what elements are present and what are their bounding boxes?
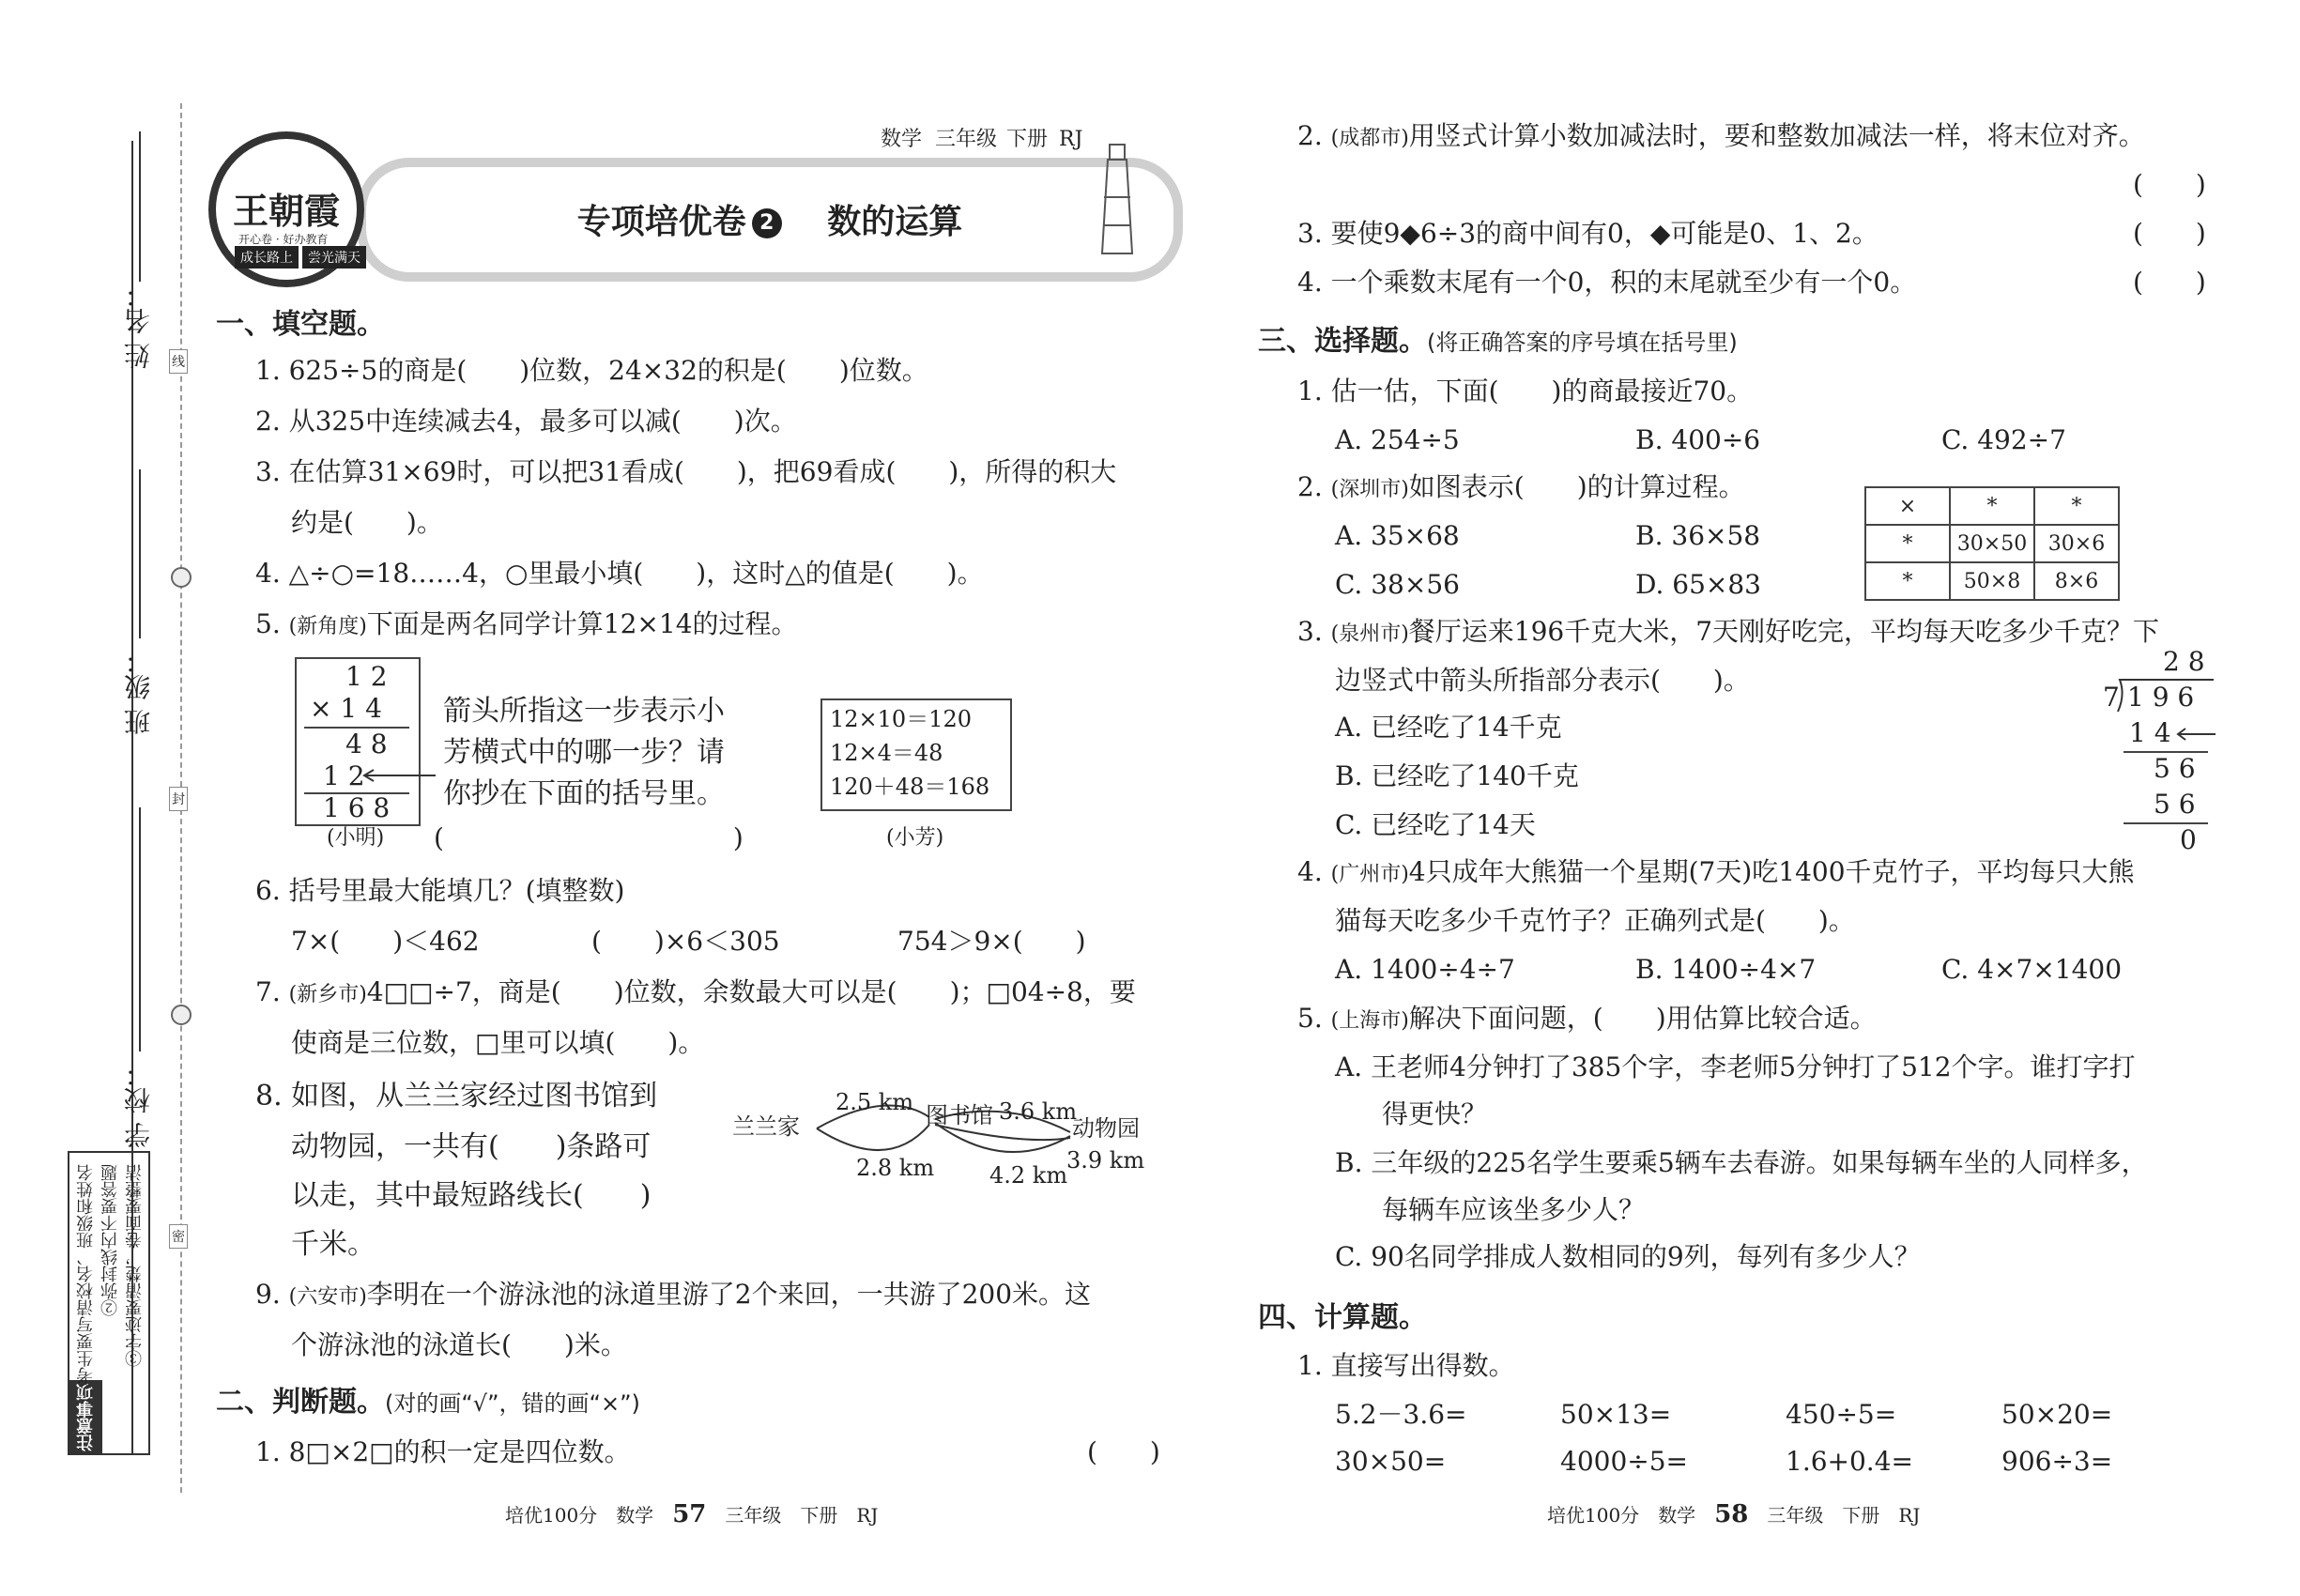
- c2-cell: *: [1865, 525, 1950, 562]
- calc-r1-2[interactable]: 50×13=: [1560, 1399, 1672, 1430]
- choice-3-line-1: 3. (泉州市)餐厅运来196千克大米，7天刚好吃完，平均每天吃多少千克？下: [1297, 616, 2160, 647]
- c5-source: (上海市): [1330, 1009, 1409, 1033]
- choice-1: 1. 估一估，下面( )的商最接近70。: [1297, 376, 1754, 407]
- c2-cell: 30×50: [1950, 525, 2034, 562]
- xiaoming-calc-box: [295, 657, 421, 826]
- choice-4-c[interactable]: C. 4×7×1400: [1941, 954, 2123, 985]
- cut-mark-line: 线: [169, 349, 188, 374]
- choice-2-b[interactable]: B. 36×58: [1635, 520, 1761, 551]
- c3-source: (泉州市): [1330, 622, 1409, 646]
- map-home: 兰兰家: [732, 1113, 800, 1140]
- xiaofang-label: (小芳): [886, 826, 944, 850]
- logo-text: 王朝霞: [232, 190, 340, 232]
- calc-r1-4[interactable]: 50×20=: [2001, 1399, 2113, 1430]
- c5-text: 解决下面问题，( )用估算比较合适。: [1408, 1003, 1877, 1034]
- vert-line-1: 1 2: [345, 661, 388, 692]
- q9-line-2: 个游泳池的泳道长( )米。: [291, 1329, 627, 1360]
- c2-cell: *: [1865, 562, 1950, 600]
- calc-1: 1. 直接写出得数。: [1297, 1350, 1515, 1381]
- q8-line-1: 8. 如图，从兰兰家经过图书馆到: [255, 1080, 658, 1113]
- lighthouse-icon: [1089, 131, 1145, 263]
- school-label: 学 校：: [123, 1061, 154, 1148]
- choice-2-a[interactable]: A. 35×68: [1335, 520, 1460, 551]
- q5-question-2: 芳横式中的哪一步？请: [443, 736, 725, 769]
- q3-line-1: 3. 在估算31×69时，可以把31看成( )，把69看成( )，所得的积大: [255, 456, 1117, 487]
- notice-title: 注意事项: [69, 1380, 102, 1455]
- q6-b: ( )×6＜305: [591, 926, 780, 957]
- calc-r1-1[interactable]: 5.2－3.6=: [1335, 1399, 1467, 1430]
- fang-line-3: 120＋48＝168: [830, 774, 990, 800]
- vert-line-3: 4 8: [345, 729, 388, 760]
- school-field[interactable]: [139, 807, 141, 1051]
- notice-item-3: ③字迹要清楚，卷面要整洁: [125, 1164, 145, 1367]
- name-field[interactable]: [139, 131, 141, 282]
- judge-4-paren[interactable]: ( ): [2133, 267, 2206, 298]
- notice-item-1: ①考生要写清校名、班级和姓名: [76, 1164, 96, 1401]
- calc-r2-1[interactable]: 30×50=: [1335, 1446, 1447, 1477]
- div-r1: 1 4: [2129, 717, 2171, 748]
- choice-2-c[interactable]: C. 38×56: [1335, 569, 1460, 600]
- class-label: 班 级：: [123, 648, 154, 735]
- cut-mark-dense: 密: [169, 1224, 188, 1249]
- q5-text: 下面是两名同学计算12×14的过程。: [366, 608, 798, 639]
- fang-line-2: 12×4＝48: [830, 740, 943, 766]
- meta-grade: 三年级: [935, 128, 998, 151]
- map-d5: 3.9 km: [1066, 1147, 1145, 1174]
- q5: 5. (新角度)下面是两名同学计算12×14的过程。: [255, 608, 798, 639]
- div-quotient: 2 8: [2163, 646, 2205, 677]
- xiaoming-label: (小明): [327, 826, 385, 850]
- q8-line-4: 千米。: [291, 1228, 376, 1261]
- title-banner: [357, 158, 1183, 282]
- class-field[interactable]: [139, 469, 141, 638]
- choice-4-line-2: 猫每天吃多少千克竹子？正确列式是( )。: [1335, 905, 1855, 936]
- vert-line-4: 1 2: [323, 760, 365, 791]
- choice-5-b-2: 每辆车应该坐多少人？: [1382, 1194, 1646, 1225]
- section-4-title: 四、计算题。: [1258, 1301, 1427, 1334]
- judge-3-paren[interactable]: ( ): [2133, 218, 2206, 249]
- q5-question-1: 箭头所指这一步表示小: [443, 695, 725, 728]
- q1: 1. 625÷5的商是( )位数，24×32的积是( )位数。: [255, 355, 928, 386]
- choice-5-a-1[interactable]: A. 王老师4分钟打了385个字，李老师5分钟打了512个字。谁打字打: [1335, 1051, 2136, 1082]
- meta-vol: 下册: [1006, 128, 1049, 151]
- arrow-icon: [2178, 727, 2219, 742]
- vert-line-2: × 1 4: [310, 693, 382, 724]
- q3-line-2: 约是( )。: [291, 507, 443, 538]
- q6-c: 754＞9×( ): [897, 926, 1086, 957]
- q8-line-2: 动物园，一共有( )条路可: [291, 1130, 652, 1163]
- page-title: 专项培优卷 2 数的运算: [576, 203, 963, 241]
- j2-text: 用竖式计算小数加减法时，要和整数加减法一样，将末位对齐。: [1408, 120, 2145, 151]
- calc-r2-2[interactable]: 4000÷5=: [1560, 1446, 1688, 1477]
- q6: 6. 括号里最大能填几？(填整数): [255, 875, 625, 906]
- choice-5-a-2: 得更快？: [1382, 1098, 1488, 1129]
- div-divisor: 7: [2103, 682, 2120, 713]
- xiaofang-calc-box: [820, 698, 1012, 811]
- judge-2: 2. (成都市)用竖式计算小数加减法时，要和整数加减法一样，将末位对齐。: [1297, 120, 2145, 151]
- map-library: 图书馆: [926, 1102, 993, 1128]
- choice-4-b[interactable]: B. 1400÷4×7: [1635, 954, 1817, 985]
- c2-source: (深圳市): [1330, 478, 1409, 501]
- j2-source: (成都市): [1330, 127, 1409, 150]
- choice-5: 5. (上海市)解决下面问题，( )用估算比较合适。: [1297, 1003, 1877, 1034]
- judge-4: 4. 一个乘数末尾有一个0，积的末尾就至少有一个0。: [1297, 267, 1917, 298]
- div-r4: 0: [2180, 824, 2197, 855]
- c4-text: 4只成年大熊猫一个星期(7天)吃1400千克竹子，平均每只大熊: [1408, 856, 2135, 887]
- choice-4-a[interactable]: A. 1400÷4÷7: [1335, 954, 1515, 985]
- logo-subtitle: 开心卷 · 好办教育: [238, 233, 329, 246]
- section-2-title: 二、判断题。(对的画“√”，错的画“×”): [216, 1386, 640, 1419]
- c2-cell: 50×8: [1950, 562, 2034, 600]
- q7-text: 4□□÷7，商是( )位数，余数最大可以是( )；□04÷8，要: [366, 976, 1136, 1007]
- c2-cell: ×: [1865, 487, 1950, 525]
- choice-2: 2. (深圳市)如图表示( )的计算过程。: [1297, 471, 1745, 502]
- q7-line-1: 7. (新乡市)4□□÷7，商是( )位数，余数最大可以是( )；□04÷8，要: [255, 976, 1136, 1007]
- map-d4: 4.2 km: [989, 1162, 1068, 1189]
- choice-3-b[interactable]: B. 已经吃了140千克: [1335, 760, 1579, 791]
- footer-left: 培优100分 数学 57 三年级 下册 RJ: [505, 1500, 879, 1528]
- section-3-title: 三、选择题。(将正确答案的序号填在括号里): [1258, 325, 1738, 358]
- calc-r1-3[interactable]: 450÷5=: [1786, 1399, 1897, 1430]
- c3-text: 餐厅运来196千克大米，7天刚好吃完，平均每天吃多少千克？下: [1408, 616, 2160, 647]
- c2-cell: *: [2034, 487, 2119, 525]
- div-r3: 5 6: [2154, 789, 2196, 820]
- choice-4-line-1: 4. (广州市)4只成年大熊猫一个星期(7天)吃1400千克竹子，平均每只大熊: [1297, 856, 2135, 887]
- arrow-icon: [364, 768, 439, 787]
- choice-2-d[interactable]: D. 65×83: [1635, 569, 1761, 600]
- map-zoo: 动物园: [1072, 1115, 1140, 1142]
- map-d2: 2.8 km: [856, 1155, 935, 1181]
- div-dividend: 1 9 6: [2127, 682, 2195, 713]
- q5-answer-paren[interactable]: ( ): [434, 822, 744, 853]
- calc-r2-4[interactable]: 906÷3=: [2001, 1446, 2113, 1477]
- c2-cell: *: [1950, 487, 2034, 525]
- judge-1-paren[interactable]: ( ): [1087, 1436, 1160, 1467]
- logo-tag-1: 成长路上: [235, 246, 299, 269]
- choice-3-c[interactable]: C. 已经吃了14天: [1335, 809, 1536, 840]
- cut-mark-seal: 封: [169, 787, 188, 811]
- q6-a: 7×( )＜462: [291, 926, 480, 957]
- q9-source: (六安市): [288, 1285, 367, 1309]
- c2-cell: 30×6: [2034, 525, 2119, 562]
- judge-3: 3. 要使9◆6÷3的商中间有0，◆可能是0、1、2。: [1297, 218, 1878, 249]
- meta-ed: RJ: [1059, 128, 1083, 151]
- choice-3-line-2: 边竖式中箭头所指部分表示( )。: [1335, 665, 1750, 696]
- c2-table: [1864, 486, 2120, 601]
- choice-3-a[interactable]: A. 已经吃了14千克: [1335, 712, 1562, 743]
- c2-text: 如图表示( )的计算过程。: [1408, 471, 1745, 502]
- judge-2-paren[interactable]: ( ): [2133, 169, 2206, 200]
- c2-cell: 8×6: [2034, 562, 2119, 600]
- vert-line-5: 1 6 8: [323, 792, 391, 823]
- q4: 4. △÷○=18……4，○里最小填( )，这时△的值是( )。: [255, 558, 984, 589]
- q2: 2. 从325中连续减去4，最多可以减( )次。: [255, 406, 797, 437]
- div-r2: 5 6: [2154, 753, 2196, 784]
- q9-text: 李明在一个游泳池的泳道里游了2个来回，一共游了200米。这: [366, 1279, 1092, 1310]
- name-label: 姓 名：: [123, 282, 154, 369]
- map-d1: 2.5 km: [836, 1089, 914, 1115]
- judge-1: 1. 8□×2□的积一定是四位数。: [255, 1436, 631, 1467]
- section-1-title: 一、填空题。: [216, 308, 385, 341]
- calc-r2-3[interactable]: 1.6+0.4=: [1786, 1446, 1913, 1477]
- choice-1-b[interactable]: B. 400÷6: [1635, 424, 1761, 455]
- q5-source: (新角度): [288, 615, 367, 638]
- notice-item-2: ②弥封线内不要答题: [100, 1164, 120, 1316]
- fang-line-1: 12×10＝120: [830, 706, 972, 732]
- choice-1-c[interactable]: C. 492÷7: [1941, 424, 2066, 455]
- map-d3: 3.6 km: [999, 1098, 1078, 1125]
- c4-source: (广州市): [1330, 863, 1409, 886]
- q9-line-1: 9. (六安市)李明在一个游泳池的泳道里游了2个来回，一共游了200米。这: [255, 1279, 1092, 1310]
- footer-right: 培优100分 数学 58 三年级 下册 RJ: [1547, 1500, 1921, 1528]
- logo-tag-2: 尝光满天: [302, 246, 366, 269]
- choice-1-a[interactable]: A. 254÷5: [1335, 424, 1460, 455]
- q8-line-3: 以走，其中最短路线长( ): [291, 1179, 652, 1212]
- q7-line-2: 使商是三位数，□里可以填( )。: [291, 1027, 705, 1058]
- choice-5-c[interactable]: C. 90名同学排成人数相同的9列，每列有多少人？: [1335, 1241, 1921, 1272]
- binding-hole: [171, 567, 192, 588]
- q7-source: (新乡市): [288, 983, 367, 1006]
- meta-subject: 数学: [881, 128, 923, 151]
- q5-question-3: 你抄在下面的括号里。: [443, 777, 725, 810]
- choice-5-b-1[interactable]: B. 三年级的225名学生要乘5辆车去春游。如果每辆车坐的人同样多，: [1335, 1147, 2148, 1178]
- binding-hole: [171, 1005, 192, 1025]
